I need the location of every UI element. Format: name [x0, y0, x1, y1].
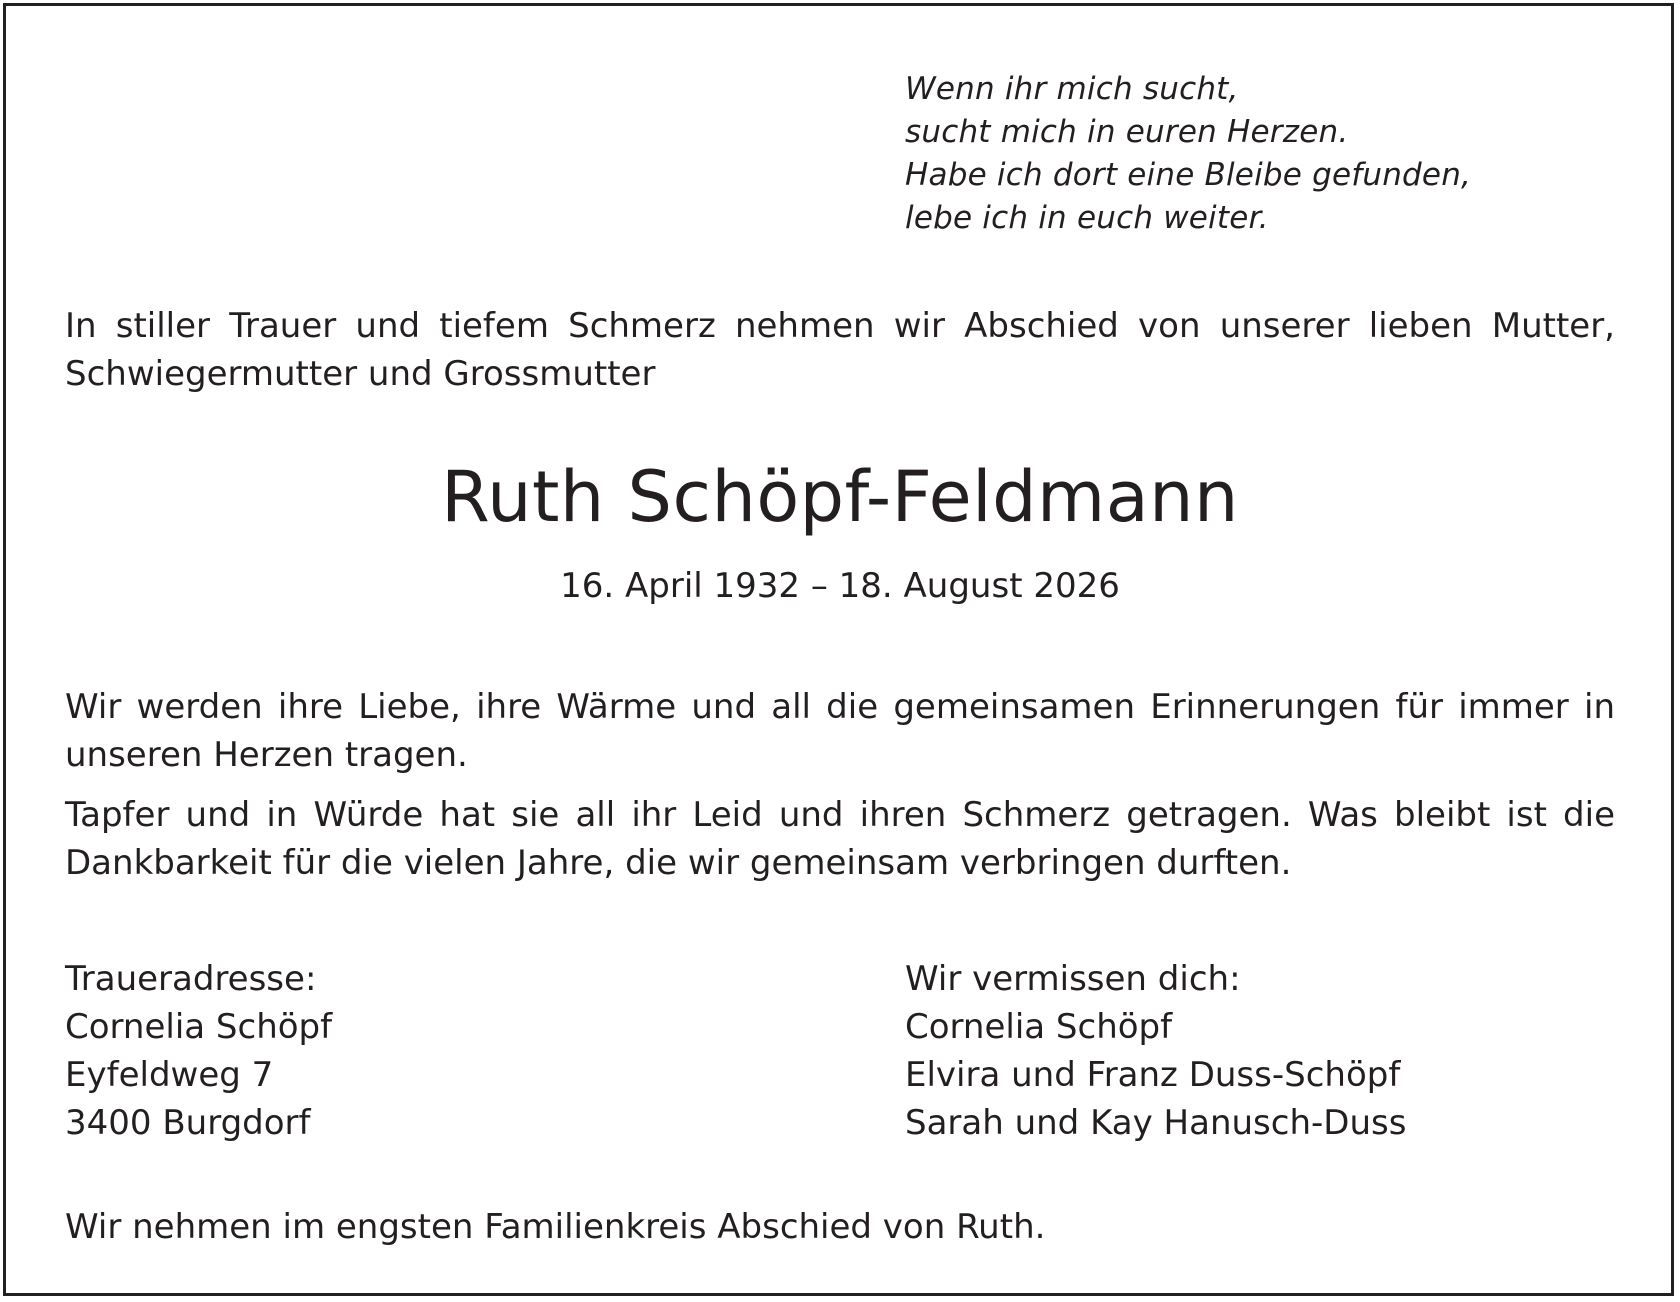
- address-line: 3400 Burgdorf: [65, 1103, 311, 1143]
- memory-paragraph: Wir werden ihre Liebe, ihre Wärme und all die gemeinsamen Erinnerungen für immer in unseren Herzen tragen.: [65, 687, 1615, 775]
- address-heading: Traueradresse:: [65, 959, 317, 999]
- mourner-name: Cornelia Schöpf: [905, 1007, 1173, 1047]
- mourner-name: Sarah und Kay Hanusch-Duss: [905, 1103, 1407, 1143]
- thanks-paragraph: Tapfer und in Würde hat sie all ihr Leid und ihren Schmerz getragen. Was bleibt ist die Dankbarkeit für die vielen Jahre, die wir gemeinsam verbringen durften.: [65, 795, 1615, 883]
- poem-line: sucht mich in euren Herzen.: [905, 114, 1349, 150]
- mourners-list: [905, 955, 1406, 1147]
- intro-text: In stiller Trauer und tiefem Schmerz nehmen wir Abschied von unserer lieben Mutter, Schwiegermutter und Grossmutter: [65, 306, 1615, 394]
- address-line: Cornelia Schöpf: [65, 1007, 333, 1047]
- closing-text: Wir nehmen im engsten Familienkreis Abschied von Ruth.: [65, 1207, 1046, 1247]
- mourner-name: Elvira und Franz Duss-Schöpf: [905, 1055, 1401, 1095]
- poem-line: lebe ich in euch weiter.: [905, 200, 1269, 236]
- poem: [905, 68, 1471, 240]
- mourners-heading: Wir vermissen dich:: [905, 959, 1241, 999]
- deceased-name: Ruth Schöpf-Feldmann: [441, 456, 1239, 538]
- mourning-address: [65, 955, 332, 1147]
- poem-line: Wenn ihr mich sucht,: [905, 71, 1239, 107]
- life-dates: 16. April 1932 – 18. August 2026: [560, 566, 1120, 606]
- address-line: Eyfeldweg 7: [65, 1055, 274, 1095]
- poem-line: Habe ich dort eine Bleibe gefunden,: [905, 157, 1472, 193]
